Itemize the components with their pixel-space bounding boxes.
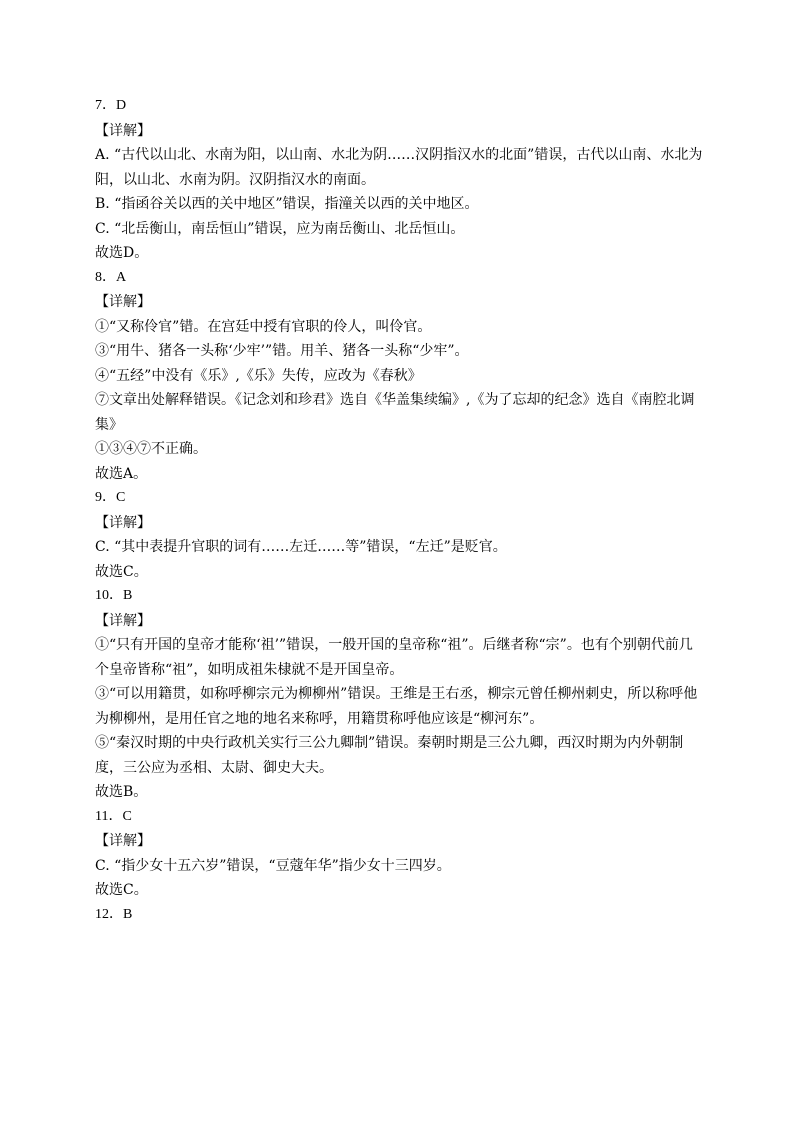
detail-heading: 【详解】: [95, 294, 151, 310]
conclusion-line: 故选C。: [95, 563, 148, 580]
explanation-paragraph: ④“五经”中没有《乐》,《乐》失传，应改为《春秋》: [95, 367, 422, 384]
answer-key-body: [95, 94, 705, 927]
answer-9: 9．C: [95, 490, 126, 505]
explanation-paragraph: ①“只有开国的皇帝才能称‘祖’”错误，一般开国的皇帝称“祖”。后继者称“宗”。也有个别朝代前几个皇帝皆称“祖”，如明成祖朱棣就不是开国皇帝。: [95, 637, 693, 678]
detail-heading: 【详解】: [95, 833, 151, 849]
explanation-paragraph: ⑤“秦汉时期的中央行政机关实行三公九卿制”错误。秦朝时期是三公九卿，西汉时期为内外朝制度，三公应为丞相、太尉、御史大夫。: [95, 735, 684, 776]
explanation-paragraph: C. “指少女十五六岁”错误，“豆蔻年华”指少女十三四岁。: [95, 857, 451, 874]
explanation-paragraph: C. “北岳衡山，南岳恒山”错误，应为南岳衡山、北岳恒山。: [95, 220, 465, 237]
explanation-paragraph: B. “指函谷关以西的关中地区”错误，指潼关以西的关中地区。: [95, 196, 479, 212]
detail-heading: 【详解】: [95, 122, 151, 139]
answer-8: 8．A: [95, 269, 127, 285]
explanation-paragraph: A. “古代以山北、水南为阳，以山南、水北为阴……汉阴指汉水的北面”错误，古代以山南、水北为阳，以山北、水南为阴。汉阴指汉水的南面。: [95, 147, 703, 188]
conclusion-line: 故选A。: [95, 465, 148, 482]
explanation-paragraph: ⑦文章出处解释错误。《记念刘和珍君》选自《华盖集续编》,《为了忘却的纪念》选自《南腔北调集》: [95, 392, 695, 433]
detail-heading: 【详解】: [95, 514, 151, 531]
conclusion-line: 故选D。: [95, 245, 149, 261]
explanation-paragraph: ③“可以用籍贯，如称呼柳宗元为柳柳州”错误。王维是王右丞，柳宗元曾任柳州刺史，所以称呼他为柳柳州，是用任官之地的地名来称呼，用籍贯称呼他应该是“柳河东”。: [95, 686, 698, 727]
conclusion-line: 故选B。: [95, 784, 148, 800]
explanation-paragraph: C. “其中表提升官职的词有……左迁……等”错误，“左迁”是贬官。: [95, 539, 507, 555]
explanation-paragraph: ③“用牛、猪各一头称‘少牢’”错。用羊、猪各一头称“少牢”。: [95, 343, 469, 359]
answer-10: 10．B: [95, 588, 133, 603]
answer-7: 7．D: [95, 98, 127, 113]
explanation-paragraph: ①③④⑦不正确。: [95, 441, 207, 457]
detail-heading: 【详解】: [95, 612, 151, 629]
explanation-paragraph: ①“又称伶官”错。在宫廷中授有官职的伶人，叫伶官。: [95, 318, 432, 335]
conclusion-line: 故选C。: [95, 882, 148, 898]
answer-12: 12．B: [95, 906, 133, 922]
answer-11: 11．C: [95, 808, 132, 824]
